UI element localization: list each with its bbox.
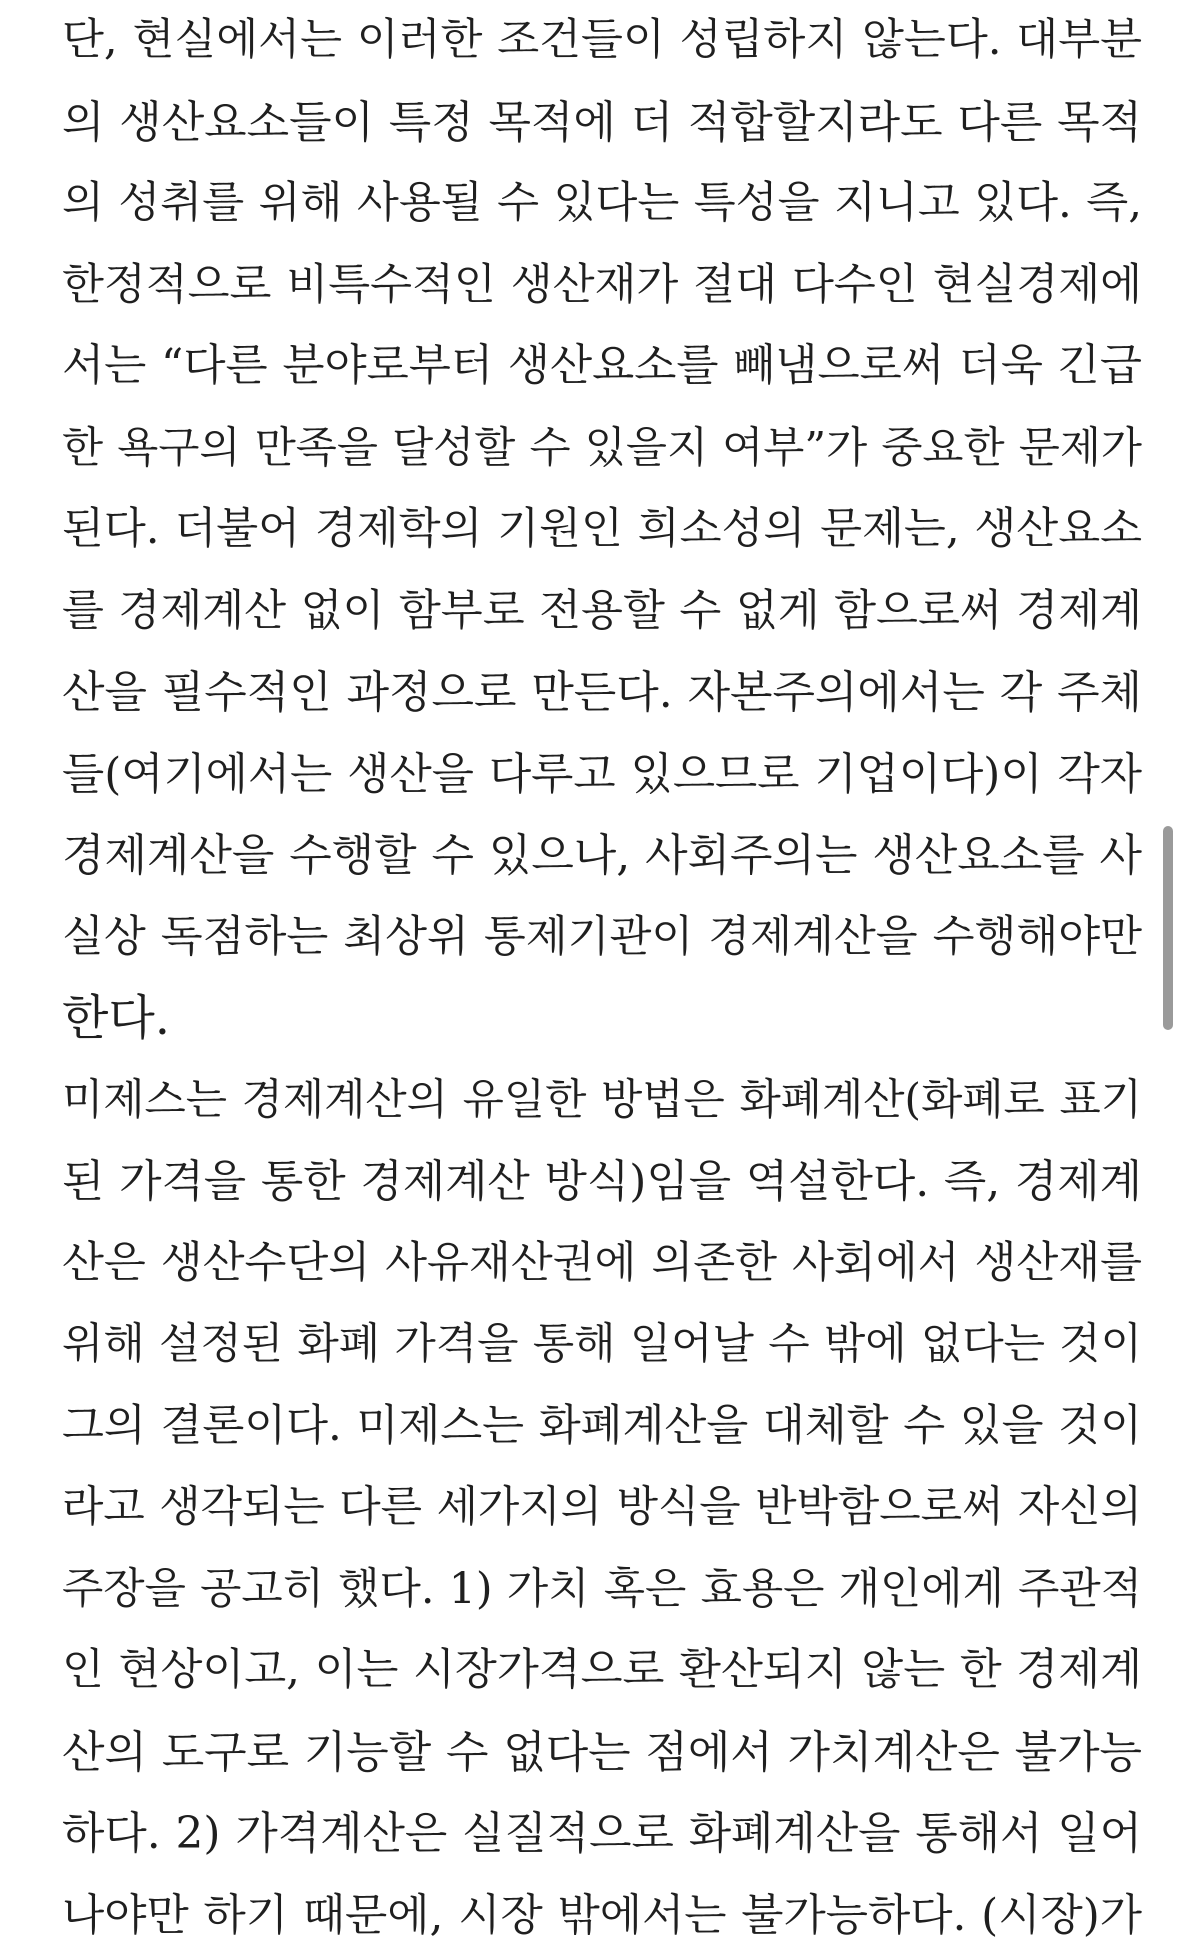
text-line: 산은 생산수단의 사유재산권에 의존한 사회에서 생산재를 <box>62 1223 1142 1305</box>
text-line: 경제계산을 수행할 수 있으나, 사회주의는 생산요소를 사 <box>62 815 1142 897</box>
text-line: 나야만 하기 때문에, 시장 밖에서는 불가능하다. (시장)가 <box>62 1875 1142 1956</box>
text-line: 를 경제계산 없이 함부로 전용할 수 없게 함으로써 경제계 <box>62 571 1142 653</box>
text-line: 된 가격을 통한 경제계산 방식)임을 역설한다. 즉, 경제계 <box>62 1141 1142 1223</box>
text-line: 의 생산요소들이 특정 목적에 더 적합할지라도 다른 목적 <box>62 82 1142 164</box>
text-line: 미제스는 경제계산의 유일한 방법은 화폐계산(화폐로 표기 <box>62 1060 1142 1142</box>
scrollbar-thumb[interactable] <box>1163 826 1173 1030</box>
text-line: 위해 설정된 화폐 가격을 통해 일어날 수 밖에 없다는 것이 <box>62 1304 1142 1386</box>
text-line: 실상 독점하는 최상위 통제기관이 경제계산을 수행해야만 <box>62 897 1142 979</box>
text-line: 들(여기에서는 생산을 다루고 있으므로 기업이다)이 각자 <box>62 734 1142 816</box>
text-line: 그의 결론이다. 미제스는 화폐계산을 대체할 수 있을 것이 <box>62 1386 1142 1468</box>
text-line: 하다. 2) 가격계산은 실질적으로 화폐계산을 통해서 일어 <box>62 1793 1142 1875</box>
text-line: 단, 현실에서는 이러한 조건들이 성립하지 않는다. 대부분 <box>62 0 1142 82</box>
text-line: 인 현상이고, 이는 시장가격으로 환산되지 않는 한 경제계 <box>62 1630 1142 1712</box>
text-line: 주장을 공고히 했다. 1) 가치 혹은 효용은 개인에게 주관적 <box>62 1549 1142 1631</box>
text-line: 라고 생각되는 다른 세가지의 방식을 반박함으로써 자신의 <box>62 1467 1142 1549</box>
text-line: 한정적으로 비특수적인 생산재가 절대 다수인 현실경제에 <box>62 245 1142 327</box>
text-line: 한 욕구의 만족을 달성할 수 있을지 여부”가 중요한 문제가 <box>62 408 1142 490</box>
text-line: 의 성취를 위해 사용될 수 있다는 특성을 지니고 있다. 즉, <box>62 163 1142 245</box>
text-line: 산을 필수적인 과정으로 만든다. 자본주의에서는 각 주체 <box>62 652 1142 734</box>
text-line: 산의 도구로 기능할 수 없다는 점에서 가치계산은 불가능 <box>62 1712 1142 1794</box>
text-line: 서는 “다른 분야로부터 생산요소를 빼냄으로써 더욱 긴급 <box>62 326 1142 408</box>
body-text <box>62 0 1142 1956</box>
text-line: 된다. 더불어 경제학의 기원인 희소성의 문제는, 생산요소 <box>62 489 1142 571</box>
text-line: 한다. <box>62 978 1142 1060</box>
